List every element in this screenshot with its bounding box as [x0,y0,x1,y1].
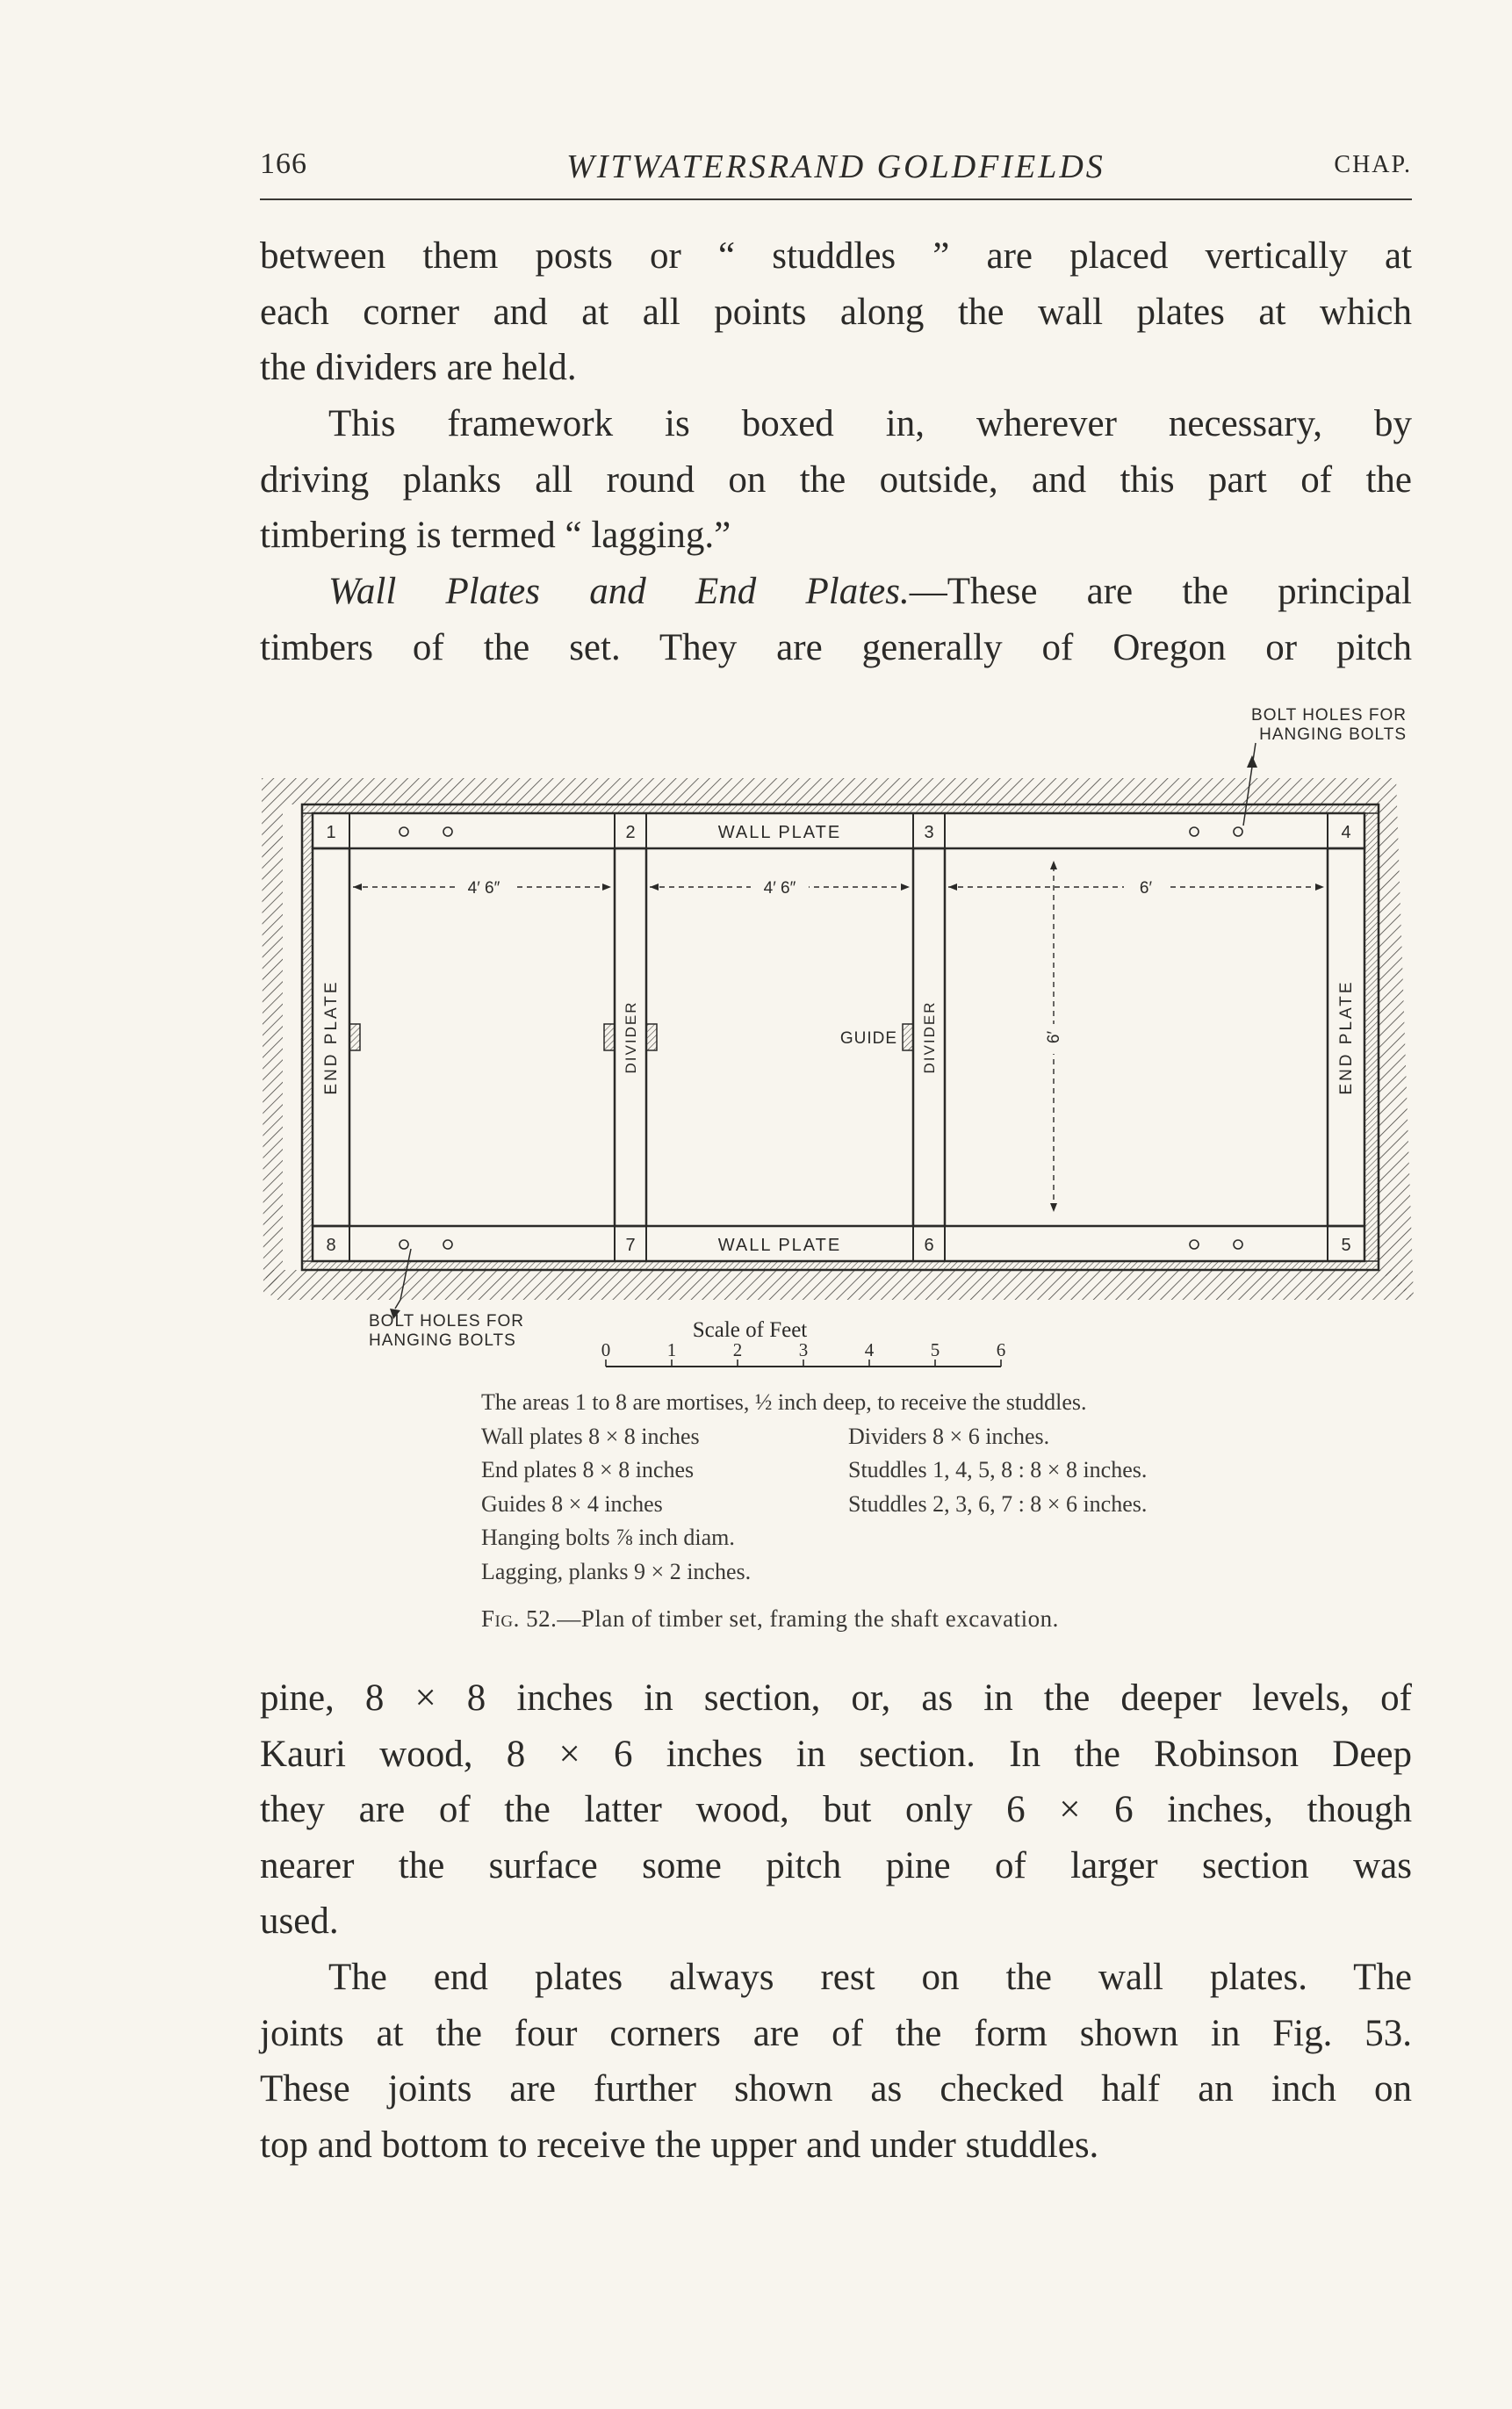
legend-hanging-bolts: Hanging bolts ⅞ inch diam. [481,1525,735,1551]
text-line: nearer the surface some pitch pine of larger section was [260,1844,1412,1886]
mortise-number-8: 8 [326,1236,336,1255]
mortise-number-6: 6 [924,1236,934,1255]
legend-guides: Guides 8 × 4 inches [481,1490,663,1517]
bolt-arrow-top [1247,755,1257,768]
text-line: they are of the latter wood, but only 6 × 6 inches, though [260,1789,1412,1830]
caption-text: —Plan of timber set, framing the shaft excavation. [557,1605,1059,1632]
mortise-number-4: 4 [1341,823,1351,842]
chapter-label: CHAP. [1334,151,1412,178]
text-line [260,564,1412,620]
mortise-number-5: 5 [1341,1236,1351,1255]
running-title: WITWATERSRAND GOLDFIELDS [566,148,1105,185]
mortise-number-1: 1 [326,823,336,842]
scale-tick-2: 2 [732,1339,743,1360]
figure-52-timber-set-plan [246,694,1422,1379]
legend-studdles-b: Studdles 2, 3, 6, 7 : 8 × 6 inches. [848,1490,1148,1517]
paragraph-3 [260,564,1412,675]
end-plate-label-left: END PLATE [322,979,341,1095]
bolt-label-bottom-line1: BOLT HOLES FOR [369,1312,524,1331]
text-line: timbers of the set. They are generally of Oregon or pitch [260,626,1412,668]
paragraph-1 [260,228,1412,396]
page-number: 166 [260,148,307,180]
scale-tick-3: 3 [798,1339,809,1360]
legend-row [481,1488,1307,1522]
dimension-label-vertical: 6′ [1045,1030,1063,1044]
scale-title: Scale of Feet [692,1318,808,1342]
figure-caption [481,1605,1059,1633]
divider-label-2: DIVIDER [921,1000,938,1074]
page-header [260,148,1412,190]
heading-continuation: —These are the principal [909,571,1412,612]
legend-line [481,1521,1307,1555]
text-line: These joints are further shown as checked half an inch on [260,2068,1412,2110]
wall-plate-label-bottom: WALL PLATE [717,1236,842,1255]
right-edge-hatch [1364,813,1379,1261]
text-line: The end plates always rest on the wall plates. The [328,1957,1412,1998]
mortise-number-2: 2 [625,823,636,842]
text-line: driving planks all round on the outside, and this part of the [260,458,1412,501]
text-line: used. [260,1901,339,1942]
legend-line [481,1555,1307,1590]
section-heading: Wall Plates and End Plates. [328,571,910,612]
text-line: Kauri wood, 8 × 6 inches in section. In the Robinson Deep [260,1733,1412,1775]
figure-legend [481,1386,1307,1590]
dimension-label-b: 4′ 6″ [763,879,796,898]
legend-wall-plates: Wall plates 8 × 8 inches [481,1423,700,1449]
header-rule [260,198,1412,200]
guide-label: GUIDE [839,1029,897,1048]
scale-tick-5: 5 [930,1339,940,1360]
bolt-label-top-line2: HANGING BOLTS [1259,725,1407,744]
text-line: between them posts or “ studdles ” are placed vertically at [260,235,1412,277]
left-edge-hatch [302,813,313,1261]
legend-lagging: Lagging, planks 9 × 2 inches. [481,1558,752,1584]
text-line: timbering is termed “ lagging.” [260,515,731,556]
legend-row [481,1420,1307,1454]
end-plate-label-right: END PLATE [1337,979,1356,1095]
dimension-label-a: 4′ 6″ [467,879,500,898]
paragraph-2 [260,396,1412,564]
figure-label: Fig. 52. [481,1605,558,1632]
divider-label-1: DIVIDER [623,1000,639,1074]
scale-tick-1: 1 [666,1339,677,1360]
text-line: This framework is boxed in, wherever necessary, by [328,403,1412,444]
dimension-label-c: 6′ [1139,879,1153,898]
paragraph-4 [260,1670,1412,1950]
scale-tick-4: 4 [864,1339,875,1360]
text-line: the dividers are held. [260,347,577,388]
bolt-label-top-line1: BOLT HOLES FOR [1251,706,1407,725]
scale-ticks [606,1360,1001,1367]
legend-mortises: The areas 1 to 8 are mortises, ½ inch deep, to receive the studdles. [481,1389,1087,1415]
paragraph-5 [260,1950,1412,2173]
legend-studdles-a: Studdles 1, 4, 5, 8 : 8 × 8 inches. [848,1457,1148,1483]
text-line: top and bottom to receive the upper and under studdles. [260,2124,1099,2166]
top-lagging-strip [302,804,1379,813]
timber-set-diagram [246,694,1422,1379]
legend-dividers: Dividers 8 × 6 inches. [848,1423,1050,1449]
bottom-lagging-strip [302,1261,1379,1270]
mortise-number-7: 7 [625,1236,636,1255]
mortise-number-3: 3 [924,823,934,842]
scale-tick-6: 6 [996,1339,1006,1360]
scale-tick-0: 0 [601,1339,611,1360]
text-line: each corner and at all points along the wall plates at which [260,291,1412,333]
legend-end-plates: End plates 8 × 8 inches [481,1457,695,1483]
wall-plate-label-top: WALL PLATE [717,823,842,842]
legend-row [481,1453,1307,1488]
text-line: pine, 8 × 8 inches in section, or, as in the deeper levels, of [260,1677,1412,1719]
bolt-label-bottom-line2: HANGING BOLTS [369,1331,516,1350]
legend-line [481,1386,1307,1420]
text-line: joints at the four corners are of the form shown in Fig. 53. [260,2012,1412,2054]
